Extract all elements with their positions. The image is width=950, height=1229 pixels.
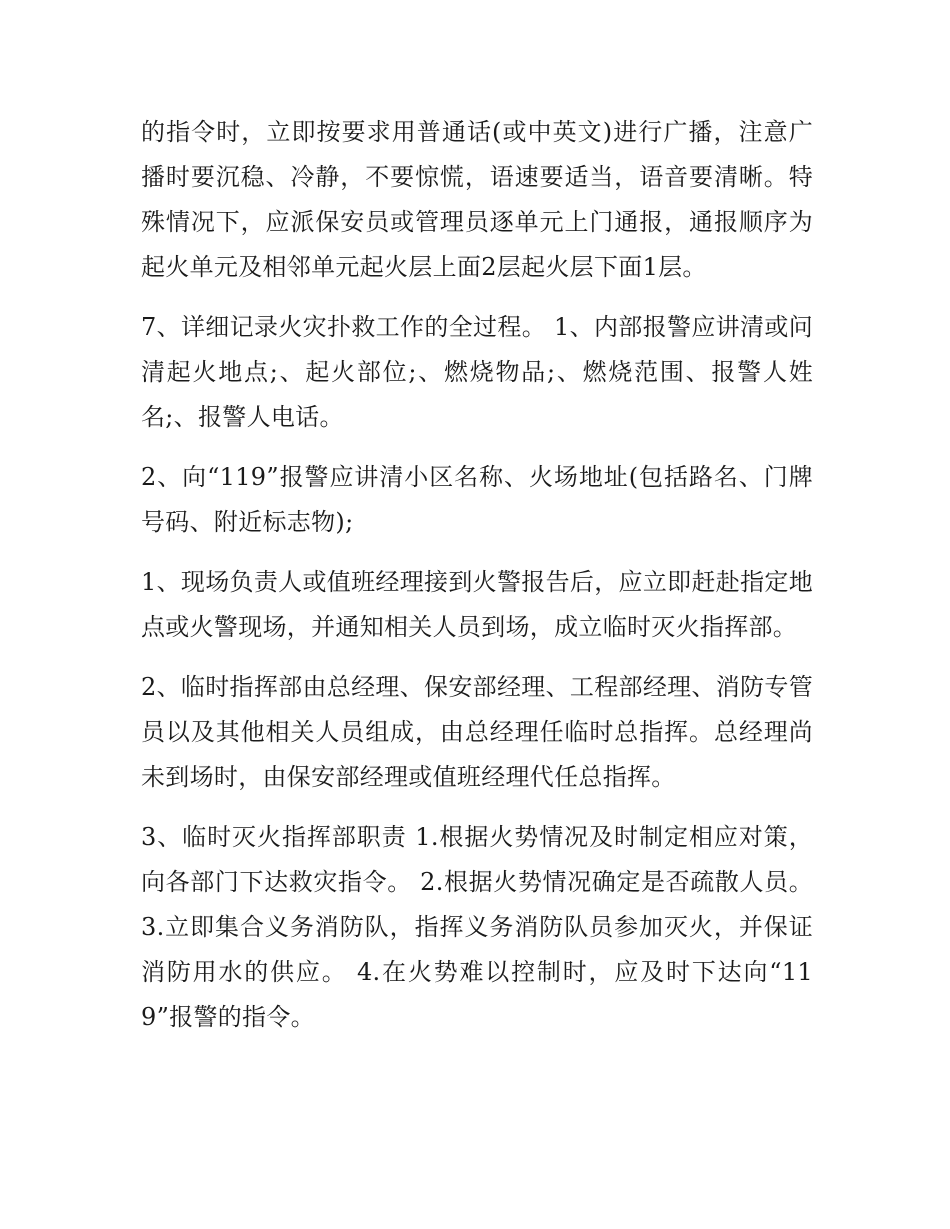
paragraph-record-and-internal-alarm: 7、详细记录火灾扑救工作的全过程。 1、内部报警应讲清或问清起火地点;、起火部位;、燃烧物品;、燃烧范围、报警人姓名;、报警人电话。 (141, 313, 813, 431)
paragraph-119-alarm: 2、向“119”报警应讲清小区名称、火场地址(包括路名、门牌号码、附近标志物); (141, 463, 813, 536)
paragraph-command-composition: 2、临时指挥部由总经理、保安部经理、工程部经理、消防专管员以及其他相关人员组成，由总经理任临时总指挥。总经理尚未到场时，由保安部经理或值班经理代任总指挥。 (141, 673, 813, 791)
paragraph-command-duties: 3、临时灭火指挥部职责 1.根据火势情况及时制定相应对策，向各部门下达救灾指令。 2.根据火势情况确定是否疏散人员。 3.立即集合义务消防队，指挥义务消防队员参加灭火，并保证消防用水的供应。 4.在火势难以控制时，应及时下达向“119”报警的指令。 (141, 823, 813, 1031)
paragraph-on-site-response: 1、现场负责人或值班经理接到火警报告后，应立即赶赴指定地点或火警现场，并通知相关人员到场，成立临时灭火指挥部。 (141, 568, 813, 641)
paragraph-broadcast-instructions: 的指令时，立即按要求用普通话(或中英文)进行广播，注意广播时要沉稳、冷静，不要惊慌，语速要适当，语音要清晰。特殊情况下，应派保安员或管理员逐单元上门通报，通报顺序为起火单元及相邻单元起火层上面2层起火层下面1层。 (141, 118, 813, 281)
document-page (141, 110, 813, 1055)
